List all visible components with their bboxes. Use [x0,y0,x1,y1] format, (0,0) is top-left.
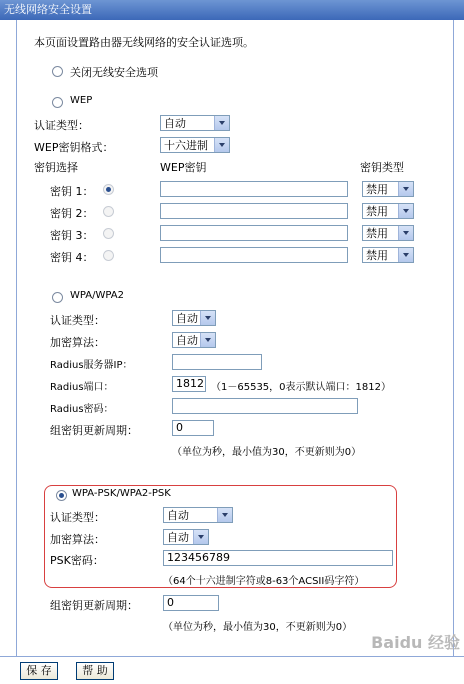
wpa-auth-type-select[interactable] [172,310,216,326]
intro-text: 本页面设置路由器无线网络的安全认证选项。 [34,36,254,49]
disable-security-label: 关闭无线安全选项 [70,66,158,79]
save-button[interactable]: 保 存 [20,662,58,680]
wep-key-4-label: 密钥 4： [50,251,94,264]
wep-key-2-label: 密钥 2： [50,207,94,220]
wep-key-4-input[interactable] [160,247,348,263]
wep-key-3-radio[interactable] [103,228,114,239]
chevron-down-icon [214,138,229,152]
help-button[interactable]: 帮 助 [76,662,114,680]
wep-key-2-type-value: 禁用 [366,205,388,218]
wep-key-1-radio[interactable] [103,184,114,195]
wep-key-1-type-value: 禁用 [366,183,388,196]
wpa-encrypt-value: 自动 [176,334,198,347]
wpa-encrypt-label: 加密算法： [50,336,105,349]
wpa-auth-type-label: 认证类型： [50,314,105,327]
wep-key-4-type-select[interactable] [362,247,414,263]
window-title: 无线网络安全设置 [0,0,464,20]
radius-password-label: Radius密码： [50,404,114,415]
wep-key-3-label: 密钥 3： [50,229,94,242]
psk-auth-type-select[interactable] [163,507,233,523]
watermark: Baidu 经验 [371,633,460,652]
wep-key-4-radio[interactable] [103,250,114,261]
chevron-down-icon [214,116,229,130]
wpa-psk-radio[interactable] [56,490,67,501]
psk-group-key-input[interactable]: 0 [163,595,219,611]
wpa-label: WPA/WPA2 [70,290,124,301]
chevron-down-icon [200,311,215,325]
wep-auth-type-value: 自动 [164,117,186,130]
wep-key-2-input[interactable] [160,203,348,219]
wep-auth-type-label: 认证类型： [34,119,89,132]
wpa-auth-type-value: 自动 [176,312,198,325]
psk-encrypt-label: 加密算法： [50,533,105,546]
psk-group-key-label: 组密钥更新周期： [50,599,138,612]
disable-security-radio[interactable] [52,66,63,77]
chevron-down-icon [193,530,208,544]
wep-key-format-value: 十六进制 [164,139,208,152]
wep-key-3-type-select[interactable] [362,225,414,241]
radius-port-input[interactable]: 1812 [172,376,206,392]
radius-ip-label: Radius服务器IP： [50,360,133,371]
psk-auth-type-value: 自动 [167,509,189,522]
col-key-select: 密钥选择 [34,161,78,174]
wep-key-format-select[interactable] [160,137,230,153]
chevron-down-icon [200,333,215,347]
chevron-down-icon [398,226,413,240]
wpa-psk-label: WPA-PSK/WPA2-PSK [72,488,171,499]
wep-key-1-type-select[interactable] [362,181,414,197]
chevron-down-icon [398,204,413,218]
wep-key-format-label: WEP密钥格式： [34,141,114,154]
wep-radio[interactable] [52,97,63,108]
radius-port-label: Radius端口： [50,382,114,393]
divider [0,656,464,657]
col-wep-key: WEP密钥 [160,161,207,174]
psk-group-key-hint: （单位为秒，最小值为30，不更新则为0） [163,622,353,633]
psk-password-label: PSK密码： [50,554,104,567]
wep-key-4-type-value: 禁用 [366,249,388,262]
chevron-down-icon [398,182,413,196]
radius-password-input[interactable] [172,398,358,414]
psk-encrypt-select[interactable] [163,529,209,545]
psk-password-hint: （64个十六进制字符或8-63个ACSII码字符） [163,576,365,587]
radius-ip-input[interactable] [172,354,262,370]
wpa-group-key-label: 组密钥更新周期： [50,424,138,437]
chevron-down-icon [398,248,413,262]
wep-key-1-input[interactable] [160,181,348,197]
wpa-radio[interactable] [52,292,63,303]
wep-key-3-type-value: 禁用 [366,227,388,240]
wep-auth-type-select[interactable] [160,115,230,131]
psk-password-input[interactable]: 123456789 [163,550,393,566]
wep-key-2-type-select[interactable] [362,203,414,219]
wep-key-2-radio[interactable] [103,206,114,217]
wpa-group-key-hint: （单位为秒，最小值为30，不更新则为0） [172,447,362,458]
col-key-type: 密钥类型 [360,161,404,174]
radius-port-hint: （1－65535，0表示默认端口：1812） [211,382,391,393]
chevron-down-icon [217,508,232,522]
psk-encrypt-value: 自动 [167,531,189,544]
wep-key-3-input[interactable] [160,225,348,241]
wpa-group-key-input[interactable]: 0 [172,420,214,436]
wpa-encrypt-select[interactable] [172,332,216,348]
wep-label: WEP [70,95,93,106]
psk-auth-type-label: 认证类型： [50,511,105,524]
wep-key-1-label: 密钥 1： [50,185,94,198]
